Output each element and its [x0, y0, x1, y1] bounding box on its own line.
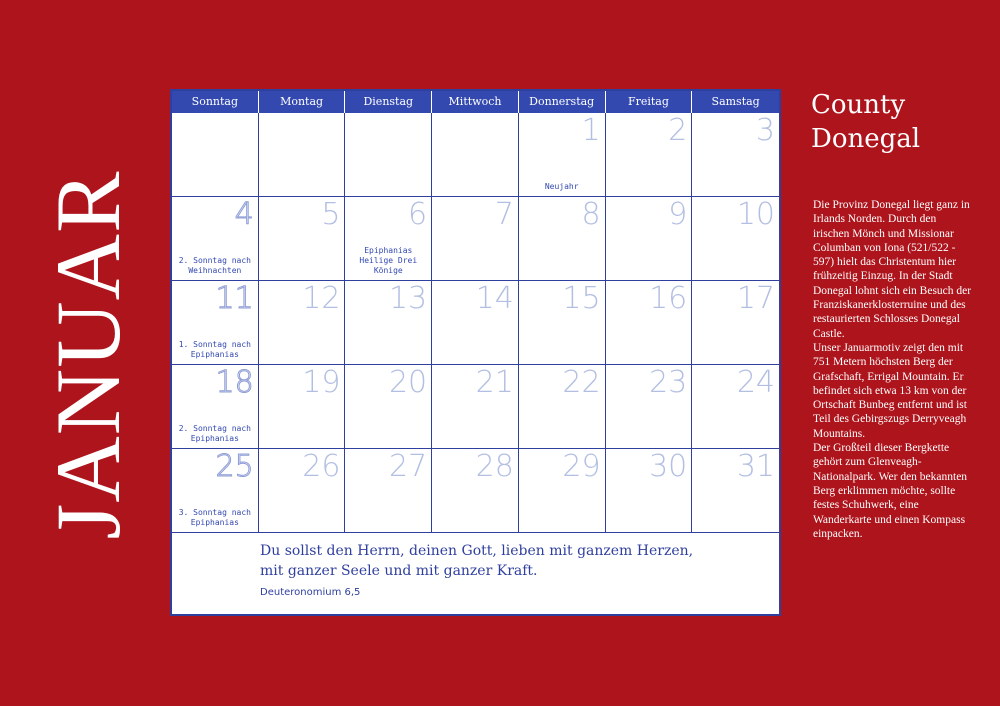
day-cell — [519, 449, 606, 533]
day-cell — [692, 281, 779, 365]
day-cell — [519, 197, 606, 281]
date-number: 10 — [736, 197, 775, 232]
date-number: 4 — [234, 197, 254, 232]
bible-verse-reference: Deuteronomium 6,5 — [260, 587, 361, 598]
date-number: 9 — [668, 197, 688, 232]
day-cell — [432, 281, 519, 365]
day-cell — [172, 365, 259, 449]
weekday-header: Dienstag — [345, 91, 432, 113]
weekday-header: Mittwoch — [432, 91, 519, 113]
holiday-label: Epiphanias Heilige Drei Könige — [359, 246, 418, 275]
day-cell — [345, 197, 432, 281]
weekday-header: Sonntag — [172, 91, 259, 113]
day-cell — [432, 113, 519, 197]
day-cell — [345, 281, 432, 365]
weekday-header: Samstag — [692, 91, 779, 113]
description-paragraph: Der Großteil dieser Bergkette gehört zum Glenveagh-Nationalpark. Wer den bekannten Berg erklimmen möchte, sollte festes Schuhwerk, eine Wanderkarte und einen Kompass einpacken. — [813, 442, 968, 540]
day-cell — [259, 197, 346, 281]
date-number: 30 — [649, 449, 688, 484]
day-cell — [259, 113, 346, 197]
holiday-label: 1. Sonntag nach Epiphanias — [178, 340, 251, 359]
calendar-grid — [170, 89, 781, 616]
date-number: 13 — [388, 281, 428, 316]
holiday-label: 2. Sonntag nach Epiphanias — [178, 424, 251, 443]
day-cell — [606, 197, 693, 281]
date-number: 27 — [388, 449, 428, 484]
day-cell — [519, 281, 606, 365]
day-cell — [172, 449, 259, 533]
date-number: 18 — [215, 365, 254, 400]
date-number: 2 — [668, 113, 688, 148]
weekday-header: Donnerstag — [519, 91, 606, 113]
date-number: 31 — [736, 449, 775, 484]
day-cell — [259, 281, 346, 365]
day-cell — [172, 281, 259, 365]
weekday-header: Freitag — [606, 91, 693, 113]
date-number: 26 — [302, 449, 341, 484]
day-cell — [692, 197, 779, 281]
region-title: County Donegal — [811, 90, 921, 154]
region-description — [813, 198, 973, 541]
day-cell — [606, 113, 693, 197]
day-cell — [692, 113, 779, 197]
description-paragraph: Unser Januarmotiv zeigt den mit 751 Metern höchsten Berg der Grafschaft, Errigal Mountain. Er befindet sich etwa 13 km von der Ortschaft Bunbeg entfernt und ist Teil des Gebirgszugs Derryveagh Mountains. — [813, 341, 967, 440]
date-number: 16 — [649, 281, 688, 316]
date-number: 19 — [302, 365, 341, 400]
calendar-days — [172, 91, 779, 533]
date-number: 25 — [215, 449, 254, 484]
date-number: 1 — [581, 113, 601, 148]
day-cell — [692, 449, 779, 533]
day-cell — [259, 449, 346, 533]
date-number: 20 — [388, 365, 428, 400]
date-number: 14 — [475, 281, 514, 316]
date-number: 11 — [215, 281, 254, 316]
day-cell — [432, 365, 519, 449]
date-number: 12 — [302, 281, 341, 316]
holiday-label: Neujahr — [544, 182, 579, 191]
day-cell — [345, 365, 432, 449]
holiday-label: 2. Sonntag nach Weihnachten — [178, 256, 251, 275]
date-number: 21 — [475, 365, 514, 400]
bible-verse-text: Du sollst den Herrn, deinen Gott, lieben mit ganzem Herzen, mit ganzer Seele und mit ganzer Kraft. — [260, 543, 694, 579]
date-number: 23 — [649, 365, 688, 400]
day-cell — [432, 449, 519, 533]
date-number: 22 — [562, 365, 601, 400]
date-number: 6 — [408, 197, 428, 232]
date-number: 5 — [321, 197, 341, 232]
date-number: 15 — [562, 281, 601, 316]
day-cell — [345, 449, 432, 533]
date-number: 8 — [581, 197, 601, 232]
description-paragraph: Die Provinz Donegal liegt ganz in Irlands Norden. Durch den irischen Mönch und Missionar Columban von Iona (521/522 - 597) hielt das Christentum hier frühzeitig Einzug. In der Stadt Donegal lohnt sich ein Besuch der Franziskanerklosterruine und des restaurierten Schlosses Donegal Castle. — [813, 199, 972, 340]
day-cell — [519, 113, 606, 197]
holiday-label: 3. Sonntag nach Epiphanias — [178, 508, 251, 527]
day-cell — [606, 449, 693, 533]
bible-verse-box — [172, 531, 779, 614]
date-number: 3 — [755, 113, 775, 148]
weekday-header: Montag — [259, 91, 346, 113]
day-cell — [345, 113, 432, 197]
day-cell — [606, 365, 693, 449]
day-cell — [172, 197, 259, 281]
date-number: 28 — [475, 449, 514, 484]
month-title: JANUAR — [37, 170, 139, 540]
day-cell — [692, 365, 779, 449]
day-cell — [606, 281, 693, 365]
date-number: 17 — [736, 281, 775, 316]
date-number: 7 — [494, 197, 514, 232]
day-cell — [519, 365, 606, 449]
day-cell — [432, 197, 519, 281]
date-number: 24 — [736, 365, 775, 400]
day-cell — [172, 113, 259, 197]
day-cell — [259, 365, 346, 449]
date-number: 29 — [562, 449, 601, 484]
